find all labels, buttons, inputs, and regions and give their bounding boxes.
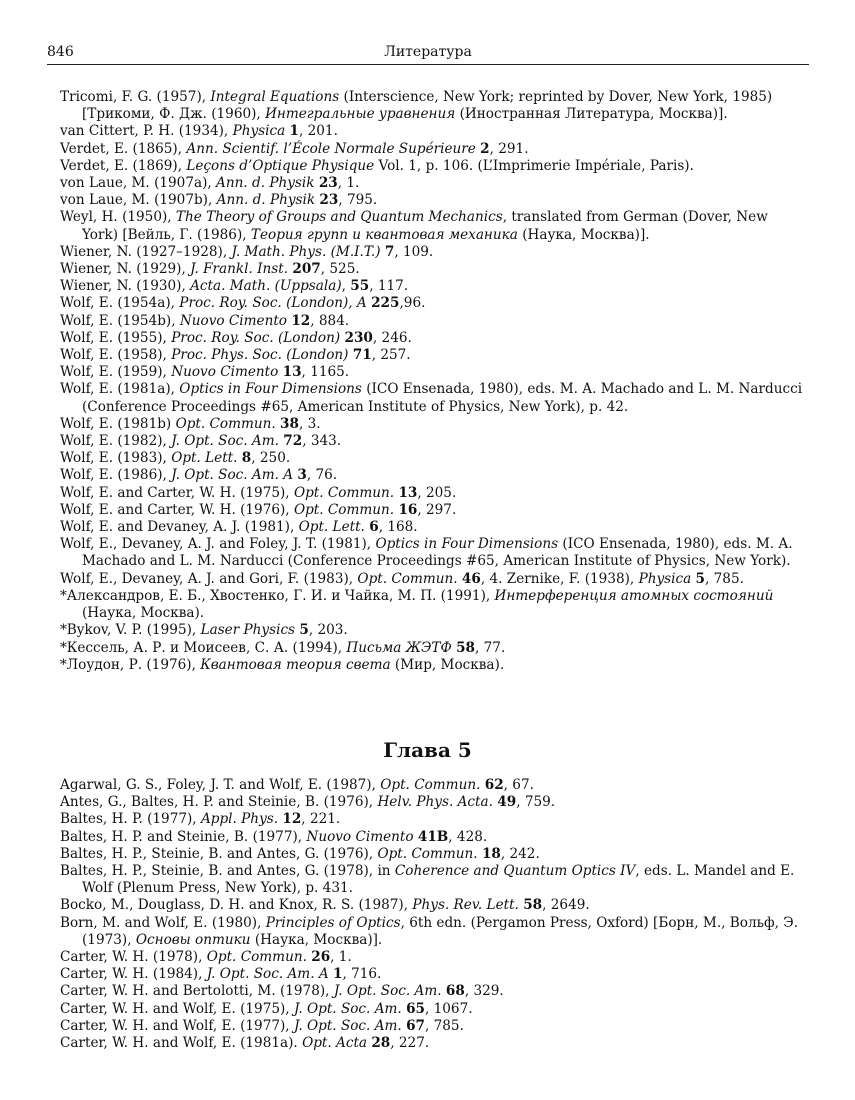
- reference-volume: 41B: [417, 828, 449, 845]
- reference-title: Opt. Commun.: [175, 415, 276, 432]
- reference-text: Wiener, N. (1929),: [60, 261, 191, 278]
- reference-volume: 225: [371, 295, 400, 312]
- reference-title: Opt. Lett.: [298, 519, 365, 536]
- reference-entry: [60, 588, 808, 622]
- running-title: Литература: [384, 44, 472, 60]
- reference-text: (Наука, Москва)].: [250, 931, 383, 948]
- reference-volume: 2: [480, 140, 490, 157]
- reference-title: Principles of Optics: [265, 914, 401, 931]
- reference-title: J. Frankl. Inst.: [190, 261, 289, 278]
- reference-entry: [60, 278, 808, 295]
- reference-entry: [60, 622, 808, 639]
- reference-volume: 62: [484, 777, 504, 793]
- reference-title: Opt. Commun.: [377, 845, 478, 862]
- reference-title: Opt. Commun.: [357, 570, 458, 587]
- reference-text: Wolf, E. (1955),: [60, 329, 172, 346]
- reference-title: Ann. Scientif. l’École Normale Supérieure: [186, 140, 476, 157]
- reference-entry: [60, 811, 808, 828]
- reference-text: , 227.: [390, 1035, 430, 1052]
- reference-text: *Лоудон, Р. (1976),: [60, 656, 201, 673]
- reference-entry: [60, 330, 808, 347]
- reference-text: , 329.: [464, 983, 504, 1000]
- reference-title: Основы оптики: [135, 931, 251, 948]
- reference-title: Opt. Commun.: [293, 501, 395, 518]
- reference-title: J. Opt. Soc. Am.: [333, 983, 442, 1000]
- reference-volume: 12: [282, 811, 302, 828]
- reference-entry: [60, 141, 808, 158]
- reference-entry: [60, 846, 808, 863]
- reference-text: Wolf, E. and Carter, W. H. (1975),: [60, 484, 294, 501]
- reference-title: Helv. Phys. Acta.: [377, 794, 493, 811]
- reference-title: Opt. Commun.: [206, 949, 307, 966]
- reference-text: , 297.: [417, 501, 457, 518]
- reference-text: Carter, W. H. (1978),: [60, 949, 207, 966]
- reference-title: Coherence and Quantum Optics IV: [394, 863, 636, 880]
- reference-text: , 716.: [342, 966, 382, 983]
- reference-volume: 3: [297, 467, 307, 484]
- reference-text: ,96.: [399, 295, 426, 312]
- reference-text: *Кессель, А. Р. и Моисеев, С. А. (1994),: [60, 639, 347, 656]
- reference-text: (Иностранная Литература, Москва)].: [455, 106, 728, 123]
- reference-title: Opt. Lett.: [171, 450, 238, 467]
- reference-list-chapter-5: [60, 777, 808, 1052]
- reference-title: Интерференция атомных состояний: [494, 587, 774, 604]
- reference-entry: [60, 450, 808, 467]
- reference-text: , 203.: [308, 622, 348, 639]
- reference-title: J. Opt. Soc. Am.: [171, 433, 279, 450]
- reference-text: ,: [341, 278, 351, 295]
- reference-title: Теория групп и квантовая механика: [250, 226, 518, 243]
- reference-entry: [60, 794, 808, 811]
- reference-text: , 795.: [338, 192, 378, 209]
- reference-title: Proc. Roy. Soc. (London), A: [179, 295, 367, 312]
- reference-volume: 13: [398, 484, 418, 501]
- reference-title: J. Opt. Soc. Am. A: [206, 966, 329, 983]
- reference-text: Baltes, H. P. and Steinie, B. (1977),: [60, 828, 307, 845]
- reference-title: J. Opt. Soc. Am.: [293, 1017, 402, 1034]
- reference-entry: [60, 244, 808, 261]
- reference-text: , eds. L. Mandel and E. Wolf (Plenum Press, New York), p. 431.: [82, 863, 795, 897]
- reference-text: Vol. 1, p. 106. (L’Imprimerie Impériale, Paris).: [374, 157, 694, 174]
- reference-text: Wolf, E. and Carter, W. H. (1976),: [60, 501, 294, 518]
- reference-text: , 205.: [417, 484, 457, 501]
- reference-volume: 207: [292, 261, 321, 278]
- reference-text: Wolf, E. (1981a),: [60, 381, 180, 398]
- reference-entry: [60, 123, 808, 140]
- reference-entry: [60, 536, 808, 570]
- chapter-heading: Глава 5: [383, 738, 472, 762]
- reference-title: Квантовая теория света: [200, 656, 391, 673]
- reference-volume: 18: [481, 845, 501, 862]
- reference-text: Wolf, E. (1982),: [60, 433, 172, 450]
- reference-text: , 242.: [500, 845, 540, 862]
- reference-text: (Мир, Москва).: [390, 656, 505, 673]
- reference-text: Wolf, E. and Devaney, A. J. (1981),: [60, 519, 299, 536]
- reference-entry: [60, 863, 808, 897]
- reference-text: Baltes, H. P., Steinie, B. and Antes, G. (1976),: [60, 845, 378, 862]
- reference-text: Carter, W. H. and Wolf, E. (1975),: [60, 1000, 294, 1017]
- reference-volume: 49: [497, 794, 517, 811]
- reference-text: , 1.: [337, 175, 360, 192]
- reference-volume: 58: [456, 639, 476, 656]
- reference-text: , 109.: [394, 243, 434, 260]
- reference-text: Wolf, E., Devaney, A. J. and Foley, J. T. (1981),: [60, 536, 376, 553]
- reference-entry: [60, 519, 808, 536]
- reference-entry: [60, 966, 808, 983]
- reference-text: Baltes, H. P. (1977),: [60, 811, 201, 828]
- reference-title: Leçons d’Optique Physique: [186, 157, 375, 174]
- reference-text: *Александров, Е. Б., Хвостенко, Г. И. и Чайка, М. П. (1991),: [60, 587, 495, 604]
- reference-volume: 5: [695, 570, 705, 587]
- reference-volume: 23: [319, 192, 339, 209]
- reference-text: , 117.: [369, 278, 409, 295]
- reference-text: von Laue, M. (1907b),: [60, 192, 217, 209]
- reference-volume: 71: [352, 347, 372, 364]
- reference-text: Wolf, E. (1986),: [60, 467, 172, 484]
- reference-title: Nuovo Cimento: [171, 364, 279, 381]
- reference-title: Ann. d. Physik: [216, 192, 316, 209]
- reference-volume: 58: [523, 897, 543, 914]
- reference-text: , 3.: [298, 415, 321, 432]
- reference-text: , 250.: [251, 450, 291, 467]
- reference-text: , 6th edn. (Pergamon Press, Oxford) [Борн, М., Вольф, Э. (1973),: [82, 914, 799, 948]
- reference-text: , 2649.: [542, 897, 590, 914]
- reference-text: Antes, G., Baltes, H. P. and Steinie, B. (1976),: [60, 794, 378, 811]
- reference-title: Nuovo Cimento: [306, 828, 414, 845]
- reference-entry: [60, 571, 808, 588]
- reference-text: Wolf, E. (1958),: [60, 347, 172, 364]
- reference-title: Nuovo Cimento: [179, 312, 287, 329]
- reference-title: Optics in Four Dimensions: [375, 536, 559, 553]
- reference-text: , 4. Zernike, F. (1938),: [480, 570, 639, 587]
- reference-entry: [60, 209, 808, 243]
- reference-text: van Cittert, P. H. (1934),: [60, 123, 233, 140]
- reference-entry: [60, 467, 808, 484]
- reference-text: , 884.: [310, 312, 350, 329]
- reference-text: , 168.: [378, 519, 418, 536]
- reference-volume: 1: [289, 123, 299, 140]
- reference-text: , 525.: [320, 261, 360, 278]
- page-number: 846: [47, 44, 74, 60]
- reference-entry: [60, 433, 808, 450]
- reference-volume: 13: [282, 364, 302, 381]
- reference-volume: 23: [318, 175, 338, 192]
- reference-text: Wolf, E., Devaney, A. J. and Gori, F. (1983),: [60, 570, 358, 587]
- reference-volume: 28: [371, 1035, 391, 1052]
- reference-text: , 785.: [705, 570, 744, 587]
- reference-title: Optics in Four Dimensions: [179, 381, 362, 398]
- reference-entry: [60, 416, 808, 433]
- reference-text: , 1165.: [301, 364, 350, 381]
- reference-text: , translated from German (Dover, New York) [Вейль, Г. (1986),: [82, 209, 768, 243]
- reference-text: Bocko, M., Douglass, D. H. and Knox, R. S. (1987),: [60, 897, 413, 914]
- reference-text: , 291.: [489, 140, 529, 157]
- reference-text: , 759.: [516, 794, 556, 811]
- reference-text: Wolf, E. (1983),: [60, 450, 172, 467]
- reference-entry: [60, 1018, 808, 1035]
- reference-text: (Наука, Москва)].: [517, 226, 650, 243]
- reference-text: , 76.: [306, 467, 338, 484]
- reference-text: Wolf, E. (1959),: [60, 364, 172, 381]
- reference-entry: [60, 502, 808, 519]
- reference-entry: [60, 313, 808, 330]
- reference-text: Wiener, N. (1927–1928),: [60, 243, 232, 260]
- reference-entry: [60, 640, 808, 657]
- reference-text: Born, M. and Wolf, E. (1980),: [60, 914, 266, 931]
- reference-title: Physica: [638, 570, 692, 587]
- reference-text: (Наука, Москва).: [82, 605, 205, 622]
- reference-text: Wolf, E. (1981b): [60, 415, 176, 432]
- reference-volume: 230: [344, 329, 373, 346]
- reference-entry: [60, 949, 808, 966]
- reference-text: Wolf, E. (1954a),: [60, 295, 180, 312]
- reference-text: (Interscience, New York; reprinted by Dover, New York, 1985) [Трикоми, Ф. Дж. (1960),: [82, 89, 773, 123]
- reference-text: , 77.: [475, 639, 506, 656]
- reference-volume: 6: [369, 519, 379, 536]
- reference-text: , 67.: [503, 777, 534, 793]
- reference-title: Письма ЖЭТФ: [346, 639, 452, 656]
- reference-text: , 221.: [301, 811, 341, 828]
- reference-entry: [60, 89, 808, 123]
- reference-entry: [60, 175, 808, 192]
- reference-text: Tricomi, F. G. (1957),: [60, 89, 211, 105]
- reference-entry: [60, 364, 808, 381]
- reference-title: Proc. Roy. Soc. (London): [171, 329, 341, 346]
- reference-title: Physica: [232, 123, 286, 140]
- reference-title: Appl. Phys.: [200, 811, 279, 828]
- reference-title: Opt. Acta: [302, 1035, 368, 1052]
- reference-title: Ann. d. Physik: [216, 175, 315, 192]
- reference-text: Verdet, E. (1865),: [60, 140, 187, 157]
- reference-text: , 343.: [302, 433, 342, 450]
- reference-text: (ICO Ensenada, 1980), eds. M. A. Machado and L. M. Narducci (Conference Proceedings #65, American Institute of Physics, New York).: [82, 536, 793, 570]
- reference-title: Opt. Commun.: [380, 777, 481, 793]
- reference-text: Carter, W. H. and Wolf, E. (1977),: [60, 1017, 294, 1034]
- reference-volume: 5: [299, 622, 309, 639]
- reference-volume: 8: [241, 450, 252, 467]
- reference-text: Wiener, N. (1930),: [60, 278, 191, 295]
- reference-title: Phys. Rev. Lett.: [412, 897, 519, 914]
- reference-entry: [60, 983, 808, 1000]
- reference-text: (ICO Ensenada, 1980), eds. M. A. Machado and L. M. Narducci (Conference Proceedings #65, American Institute of Physics, New York), p. 42.: [82, 381, 803, 415]
- reference-entry: [60, 261, 808, 278]
- reference-volume: 72: [283, 433, 303, 450]
- reference-title: Opt. Commun.: [293, 484, 395, 501]
- reference-entry: [60, 657, 808, 674]
- reference-title: J. Math. Phys. (M.I.T.): [231, 243, 381, 260]
- reference-title: Интегральные уравнения: [265, 106, 456, 123]
- reference-text: *Bykov, V. P. (1995),: [60, 622, 201, 639]
- reference-text: Baltes, H. P., Steinie, B. and Antes, G. (1978), in: [60, 863, 395, 880]
- reference-text: Carter, W. H. and Wolf, E. (1981a).: [60, 1035, 303, 1052]
- reference-title: Laser Physics: [200, 622, 296, 639]
- reference-title: J. Opt. Soc. Am. A: [171, 467, 294, 484]
- reference-entry: [60, 829, 808, 846]
- reference-text: Carter, W. H. and Bertolotti, M. (1978),: [60, 983, 334, 1000]
- reference-text: , 257.: [371, 347, 411, 364]
- reference-title: Integral Equations: [210, 89, 340, 105]
- reference-entry: [60, 347, 808, 364]
- reference-text: Weyl, H. (1950),: [60, 209, 176, 226]
- reference-title: The Theory of Groups and Quantum Mechanics: [175, 209, 503, 226]
- reference-volume: 12: [291, 312, 311, 329]
- reference-text: , 246.: [372, 329, 412, 346]
- reference-list-continued: [60, 89, 808, 674]
- reference-volume: 16: [398, 501, 418, 518]
- reference-text: , 1067.: [424, 1000, 473, 1017]
- reference-entry: [60, 485, 808, 502]
- reference-entry: [60, 777, 808, 794]
- reference-text: , 201.: [298, 123, 338, 140]
- reference-entry: [60, 295, 808, 312]
- running-header: [47, 44, 809, 65]
- reference-volume: 68: [445, 983, 465, 1000]
- reference-entry: [60, 897, 808, 914]
- reference-volume: 1: [332, 966, 343, 983]
- reference-text: , 785.: [424, 1017, 464, 1034]
- reference-text: Carter, W. H. (1984),: [60, 966, 207, 983]
- reference-volume: 55: [350, 278, 370, 295]
- reference-entry: [60, 915, 808, 949]
- reference-volume: 65: [406, 1000, 425, 1017]
- reference-entry: [60, 192, 808, 209]
- reference-title: Acta. Math. (Uppsala): [190, 278, 342, 295]
- reference-title: Proc. Phys. Soc. (London): [171, 347, 349, 364]
- reference-text: Agarwal, G. S., Foley, J. T. and Wolf, E. (1987),: [60, 777, 381, 793]
- reference-text: , 428.: [448, 828, 488, 845]
- reference-volume: 7: [384, 243, 395, 260]
- reference-text: von Laue, M. (1907a),: [60, 175, 217, 192]
- reference-entry: [60, 1035, 808, 1052]
- reference-volume: 38: [280, 415, 299, 432]
- reference-volume: 46: [461, 570, 481, 587]
- reference-volume: 26: [311, 949, 331, 966]
- reference-text: Wolf, E. (1954b),: [60, 312, 180, 329]
- reference-text: , 1.: [330, 949, 352, 966]
- reference-title: J. Opt. Soc. Am.: [293, 1000, 402, 1017]
- reference-entry: [60, 158, 808, 175]
- reference-volume: 67: [406, 1017, 425, 1034]
- reference-text: Verdet, E. (1869),: [60, 157, 187, 174]
- reference-entry: [60, 1001, 808, 1018]
- reference-entry: [60, 381, 808, 415]
